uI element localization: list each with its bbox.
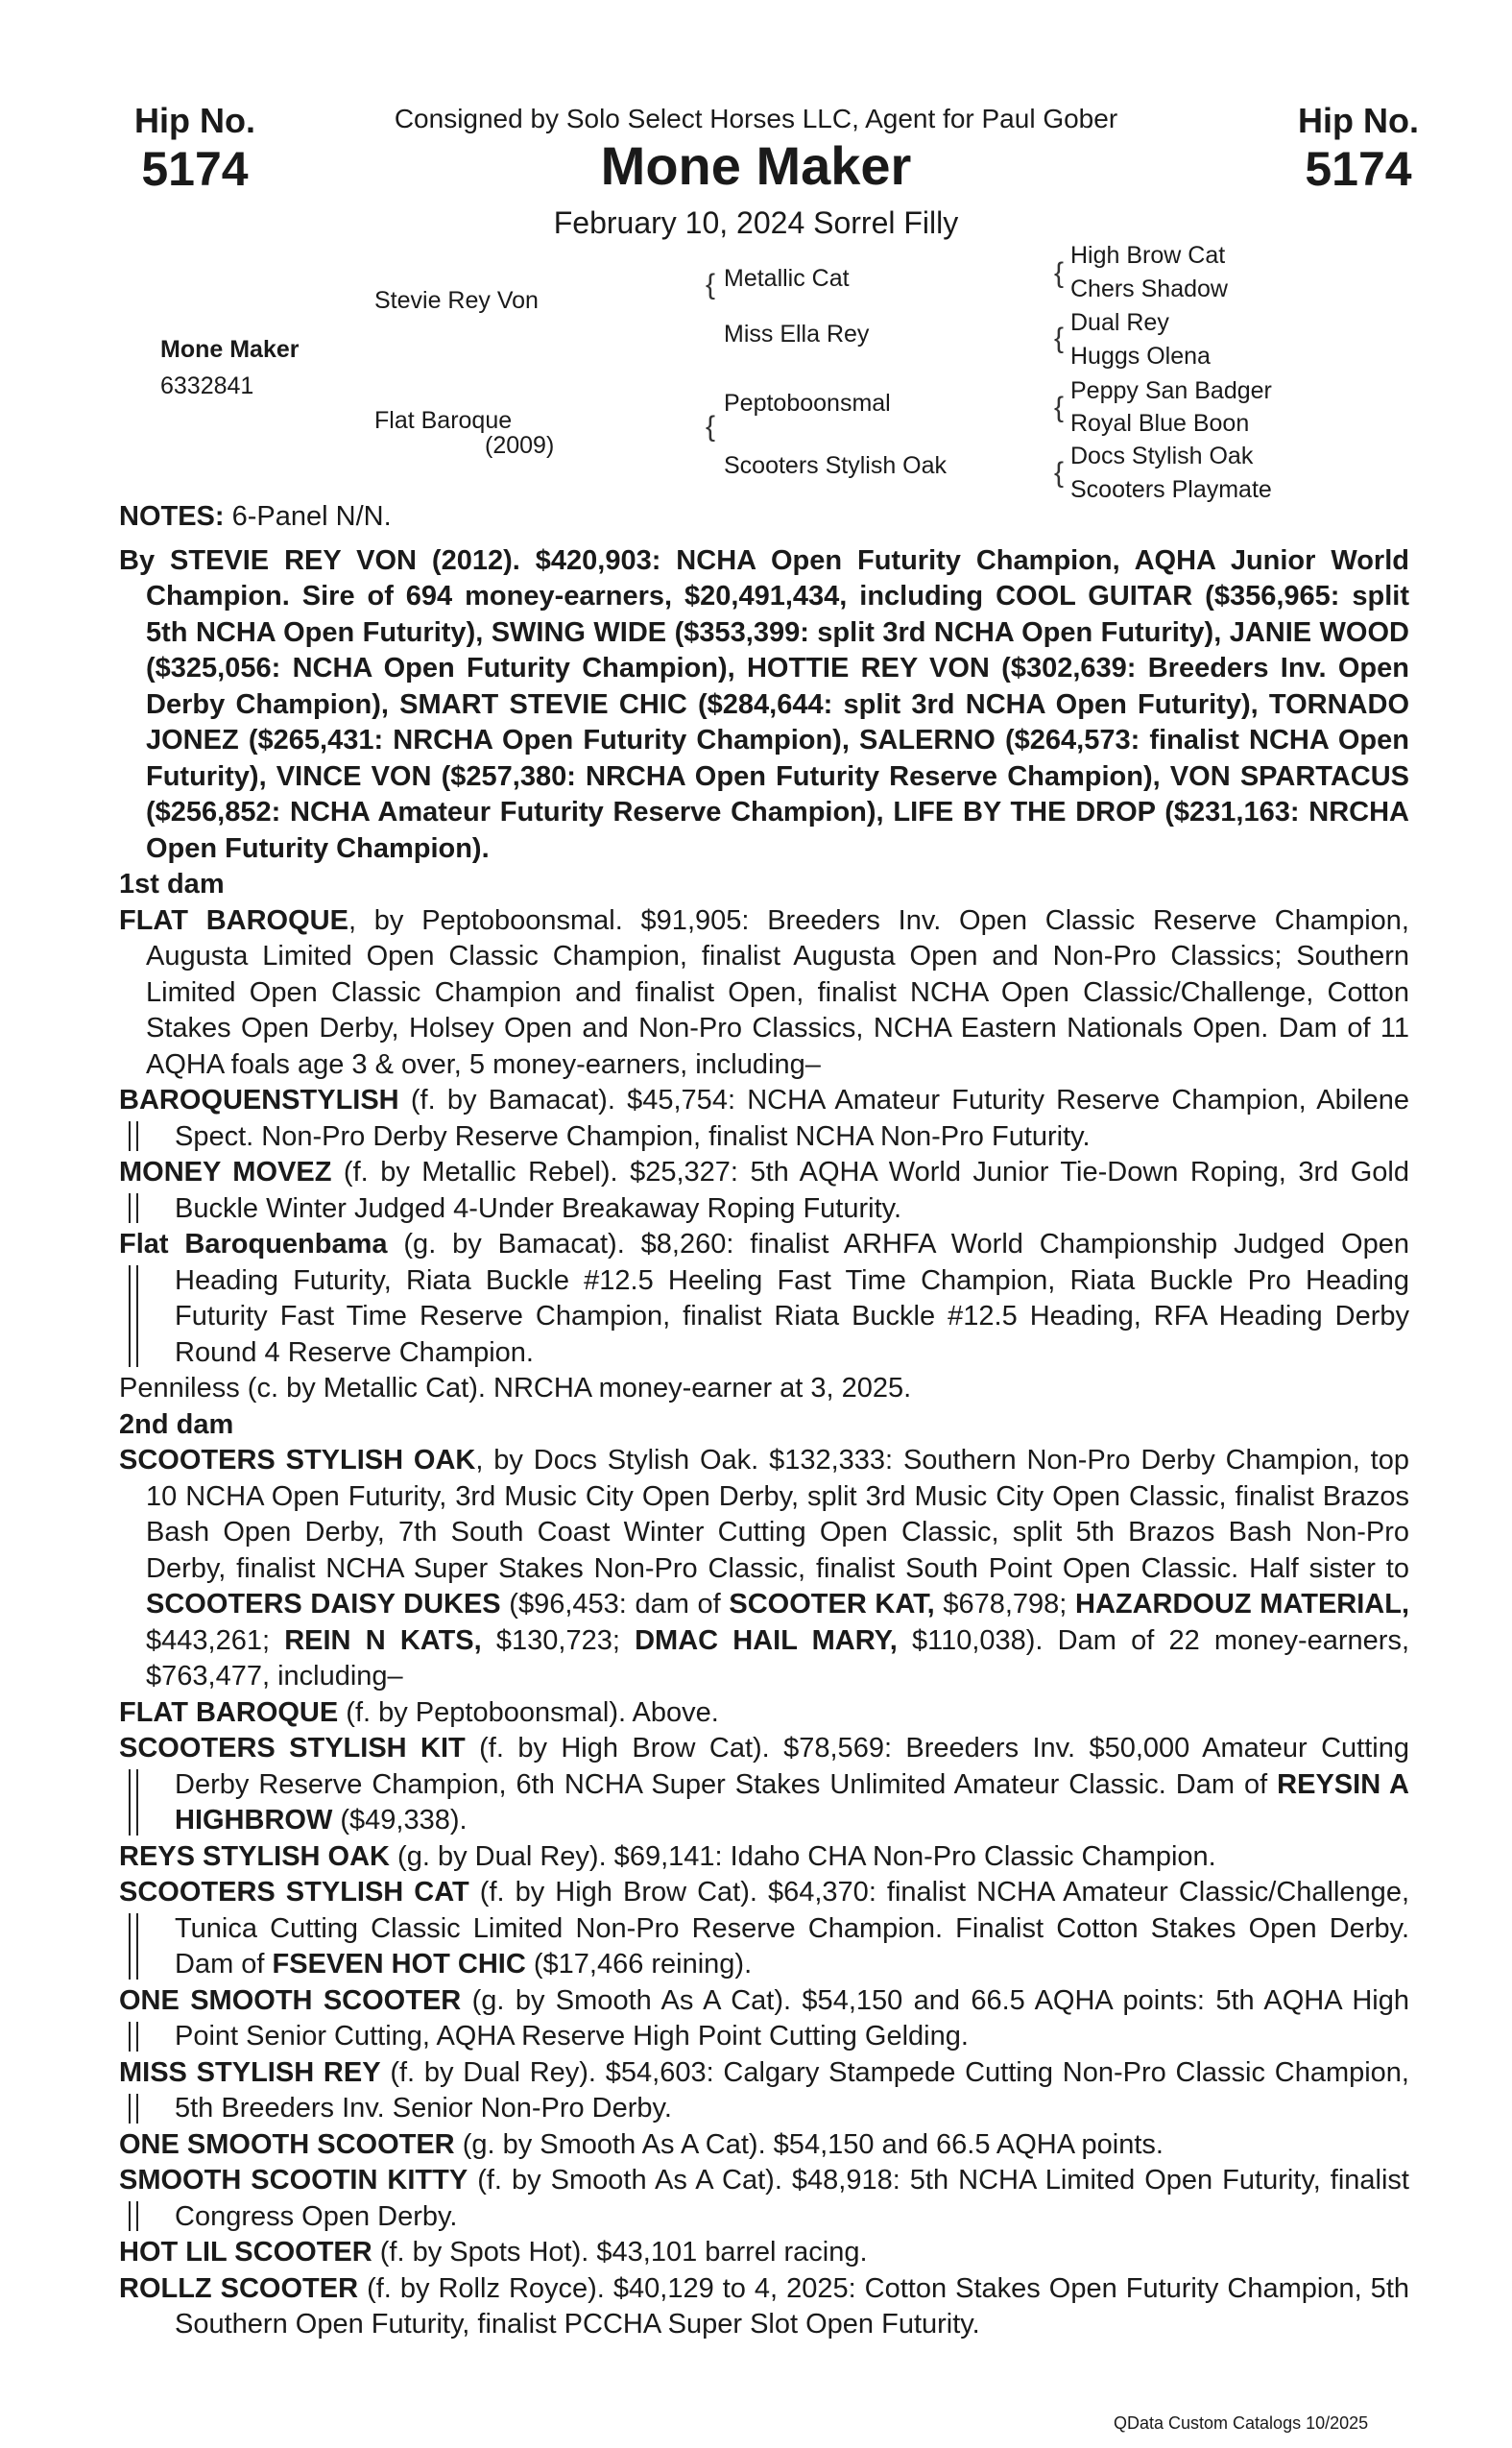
second-dam-paragraph	[119, 1443, 1409, 1695]
pedigree-dam: Flat Baroque	[374, 407, 513, 434]
produce-name: SMOOTH SCOOTIN KITTY	[119, 2165, 468, 2196]
notes-line	[119, 499, 1409, 536]
pedigree-g7: Docs Stylish Oak	[1070, 443, 1254, 469]
produce-entry	[119, 1083, 1409, 1155]
produce-text: (f. by High Brow Cat). $78,569: Breeders Inv. $50,000 Amateur Cutting Derby Reserve Champion, 6th NCHA Super Stakes Unlimited Amateur Classic. Dam of	[175, 1733, 1409, 1800]
produce-text: (f. by High Brow Cat). $64,370: finalist NCHA Amateur Classic/Challenge, Tunica Cutting Classic Limited Non-Pro Reserve Champion. Finalist Cotton Stakes Open Derby. Dam of	[175, 1877, 1409, 1980]
pedigree-dam-dam: Scooters Stylish Oak	[724, 452, 948, 479]
produce-entry	[119, 2055, 1409, 2127]
produce-text: (f. by Rollz Royce). $40,129 to 4, 2025: Cotton Stakes Open Futurity Champion, 5th Southern Open Futurity, finalist PCCHA Super Slot Open Futurity.	[175, 2272, 1410, 2340]
pedigree-g5: Peppy San Badger	[1070, 377, 1272, 404]
grandproduce-amount: $130,723;	[481, 1624, 636, 1656]
second-dam-name: SCOOTERS STYLISH OAK	[119, 1445, 476, 1476]
produce-entry	[119, 1983, 1409, 2055]
produce-name: ONE SMOOTH SCOOTER	[119, 2128, 455, 2160]
produce-text: (g. by Smooth As A Cat). $54,150 and 66.5 AQHA points: 5th AQHA High Point Senior Cutting, AQHA Reserve High Point Cutting Gelding.	[175, 1984, 1409, 2052]
hip-label: Hip No.	[134, 101, 255, 140]
pedigree-brace: {	[1054, 392, 1065, 423]
produce-entry	[119, 2163, 1409, 2235]
pedigree-g4: Huggs Olena	[1070, 343, 1211, 370]
pedigree-g6: Royal Blue Boon	[1070, 410, 1250, 437]
pedigree-registration: 6332841	[160, 372, 254, 399]
produce-name: MISS STYLISH REY	[119, 2056, 381, 2088]
pedigree-brace: {	[706, 411, 716, 443]
produce-text: Penniless (c. by Metallic Cat). NRCHA money-earner at 3, 2025.	[119, 1373, 912, 1404]
hip-value: 5174	[141, 142, 249, 196]
pedigree-g3: Dual Rey	[1070, 309, 1169, 336]
produce-name: SCOOTERS STYLISH KIT	[119, 1733, 466, 1764]
pedigree-g8: Scooters Playmate	[1070, 476, 1272, 503]
pedigree-sire: Stevie Rey Von	[374, 287, 539, 314]
produce-name: MONEY MOVEZ	[119, 1157, 332, 1188]
produce-text: (g. by Dual Rey). $69,141: Idaho CHA Non-Pro Classic Champion.	[390, 1840, 1216, 1872]
second-dam-heading: 2nd dam	[119, 1408, 234, 1440]
produce-text: (f. by Dual Rey). $54,603: Calgary Stampede Cutting Non-Pro Classic Champion, 5th Breeders Inv. Senior Non-Pro Derby.	[175, 2056, 1409, 2124]
produce-entry	[119, 2127, 1409, 2164]
produce-offspring-text: ($17,466 reining).	[525, 1949, 753, 1980]
produce-text: (g. by Smooth As A Cat). $54,150 and 66.5 AQHA points.	[454, 2128, 1164, 2160]
foaling-info: February 10, 2024 Sorrel Filly	[553, 205, 959, 240]
notes-text: 6-Panel N/N.	[224, 501, 392, 532]
produce-entry	[119, 1839, 1409, 1876]
first-dam-name: FLAT BAROQUE	[119, 904, 348, 936]
pedigree-brace: {	[1054, 457, 1065, 489]
produce-name: HOT LIL SCOOTER	[119, 2237, 372, 2268]
produce-name: REYS STYLISH OAK	[119, 1840, 390, 1872]
produce-name: ONE SMOOTH SCOOTER	[119, 1984, 462, 2016]
pedigree-g2: Chers Shadow	[1070, 276, 1228, 302]
produce-name: SCOOTERS STYLISH CAT	[119, 1877, 469, 1908]
grandproduce-name: DMAC HAIL MARY,	[635, 1624, 898, 1656]
produce-entry	[119, 1695, 1409, 1732]
consignor-line: Consigned by Solo Select Horses LLC, Agent for Paul Gober	[394, 104, 1118, 133]
first-dam-paragraph	[119, 903, 1409, 1084]
grandproduce-amount: $110,038). Dam of 22 money-earners, $763,477, including–	[146, 1624, 1410, 1692]
produce-text: (g. by Bamacat). $8,260: finalist ARHFA World Championship Judged Open Heading Futurity, Riata Buckle #12.5 Heeling Fast Time Champion, Riata Buckle Pro Heading Futurity Fast Time Reserve Champion, finalist Riata Buckle #12.5 Heading, RFA Heading Derby Round 4 Reserve Champion.	[175, 1229, 1409, 1368]
produce-text: (f. by Spots Hot). $43,101 barrel racing.	[372, 2237, 868, 2268]
pedigree-dam-sire: Peptoboonsmal	[724, 390, 891, 417]
pedigree-sire-sire: Metallic Cat	[724, 265, 850, 292]
pedigree-subject: Mone Maker	[160, 336, 300, 363]
grandproduce-name: SCOOTER KAT,	[729, 1589, 935, 1620]
produce-offspring-name: FSEVEN HOT CHIC	[272, 1949, 526, 1980]
produce-text: (f. by Metallic Rebel). $25,327: 5th AQHA World Junior Tie-Down Roping, 3rd Gold Buckle Winter Judged 4-Under Breakaway Roping Futurity.	[175, 1157, 1409, 1224]
produce-offspring-text: ($49,338).	[332, 1805, 468, 1836]
produce-entry	[119, 2271, 1409, 2343]
produce-entry	[119, 1875, 1409, 1983]
second-dam-text: ($96,453: dam of	[500, 1589, 730, 1620]
produce-entry	[119, 1155, 1409, 1227]
produce-text: (f. by Smooth As A Cat). $48,918: 5th NCHA Limited Open Futurity, finalist Congress Open Derby.	[175, 2165, 1409, 2232]
second-dam-text: , by Docs Stylish Oak. $132,333: Southern Non-Pro Derby Champion, top 10 NCHA Open Futurity, 3rd Music City Open Derby, split 3rd Music City Open Classic, finalist Brazos Bash Open Derby, 7th South Coast Winter Cutting Open Classic, split 5th Brazos Bash Non-Pro Derby, finalist NCHA Super Stakes Non-Pro Classic, finalist South Point Open Classic. Half sister to	[146, 1445, 1409, 1584]
grandproduce-name: REIN N KATS,	[284, 1624, 482, 1656]
produce-entry	[119, 1371, 1409, 1407]
produce-offspring-name: REYSIN A HIGHBROW	[175, 1768, 1409, 1836]
grandproduce-amount: $678,798;	[934, 1589, 1075, 1620]
grandproduce-amount: $443,261;	[146, 1624, 285, 1656]
pedigree-brace: {	[1054, 257, 1065, 289]
notes-label: NOTES:	[119, 501, 225, 532]
hip-label: Hip No.	[1298, 101, 1419, 140]
half-sister-name: SCOOTERS DAISY DUKES	[146, 1589, 501, 1620]
pedigree-brace: {	[706, 269, 716, 300]
footer-credit: QData Custom Catalogs 10/2025	[1114, 2413, 1369, 2433]
catalog-body	[119, 499, 1409, 2343]
produce-entry	[119, 1227, 1409, 1371]
produce-name: ROLLZ SCOOTER	[119, 2272, 359, 2304]
produce-text: (f. by Bamacat). $45,754: NCHA Amateur Futurity Reserve Champion, Abilene Spect. Non-Pro Derby Reserve Champion, finalist NCHA Non-Pro Futurity.	[175, 1085, 1409, 1152]
produce-name: BAROQUENSTYLISH	[119, 1085, 399, 1116]
first-dam-text: , by Peptoboonsmal. $91,905: Breeders Inv. Open Classic Reserve Champion, Augusta Limited Open Classic Champion, finalist Augusta Open and Non-Pro Classics; Southern Limited Open Classic Champion and finalist Open, finalist NCHA Open Classic/Challenge, Cotton Stakes Open Derby, Holsey Open and Non-Pro Classics, NCHA Eastern Nationals Open. Dam of 11 AQHA foals age 3 & over, 5 money-earners, including–	[146, 904, 1409, 1080]
hip-value: 5174	[1305, 142, 1412, 196]
grandproduce-name: HAZARDOUZ MATERIAL,	[1075, 1589, 1410, 1620]
pedigree-g1: High Brow Cat	[1070, 242, 1226, 269]
pedigree-sire-dam: Miss Ella Rey	[724, 321, 870, 348]
pedigree-dam-year: (2009)	[485, 432, 555, 459]
produce-text: (f. by Peptoboonsmal). Above.	[338, 1696, 719, 1728]
produce-entry	[119, 1731, 1409, 1839]
produce-entry	[119, 2235, 1409, 2271]
sire-paragraph: By STEVIE REY VON (2012). $420,903: NCHA Open Futurity Champion, AQHA Junior World Champion. Sire of 694 money-earners, $20,491,434, including COOL GUITAR ($356,965: split 5th NCHA Open Futurity), SWING WIDE ($353,399: split 3rd NCHA Open Futurity), JANIE WOOD ($325,056: NCHA Open Futurity Champion), HOTTIE REY VON ($302,639: Breeders Inv. Open Derby Champion), SMART STEVIE CHIC ($284,644: split 3rd NCHA Open Futurity), TORNADO JONEZ ($265,431: NRCHA Open Futurity Champion), SALERNO ($264,573: finalist NCHA Open Futurity), VINCE VON ($257,380: NRCHA Open Futurity Reserve Champion), VON SPARTACUS ($256,852: NCHA Amateur Futurity Reserve Champion), LIFE BY THE DROP ($231,163: NRCHA Open Futurity Champion).	[119, 544, 1409, 864]
pedigree-brace: {	[1054, 323, 1065, 354]
horse-name-title: Mone Maker	[600, 135, 912, 196]
first-dam-heading: 1st dam	[119, 869, 225, 900]
produce-name: Flat Baroquenbama	[119, 1229, 388, 1260]
produce-name: FLAT BAROQUE	[119, 1696, 339, 1728]
